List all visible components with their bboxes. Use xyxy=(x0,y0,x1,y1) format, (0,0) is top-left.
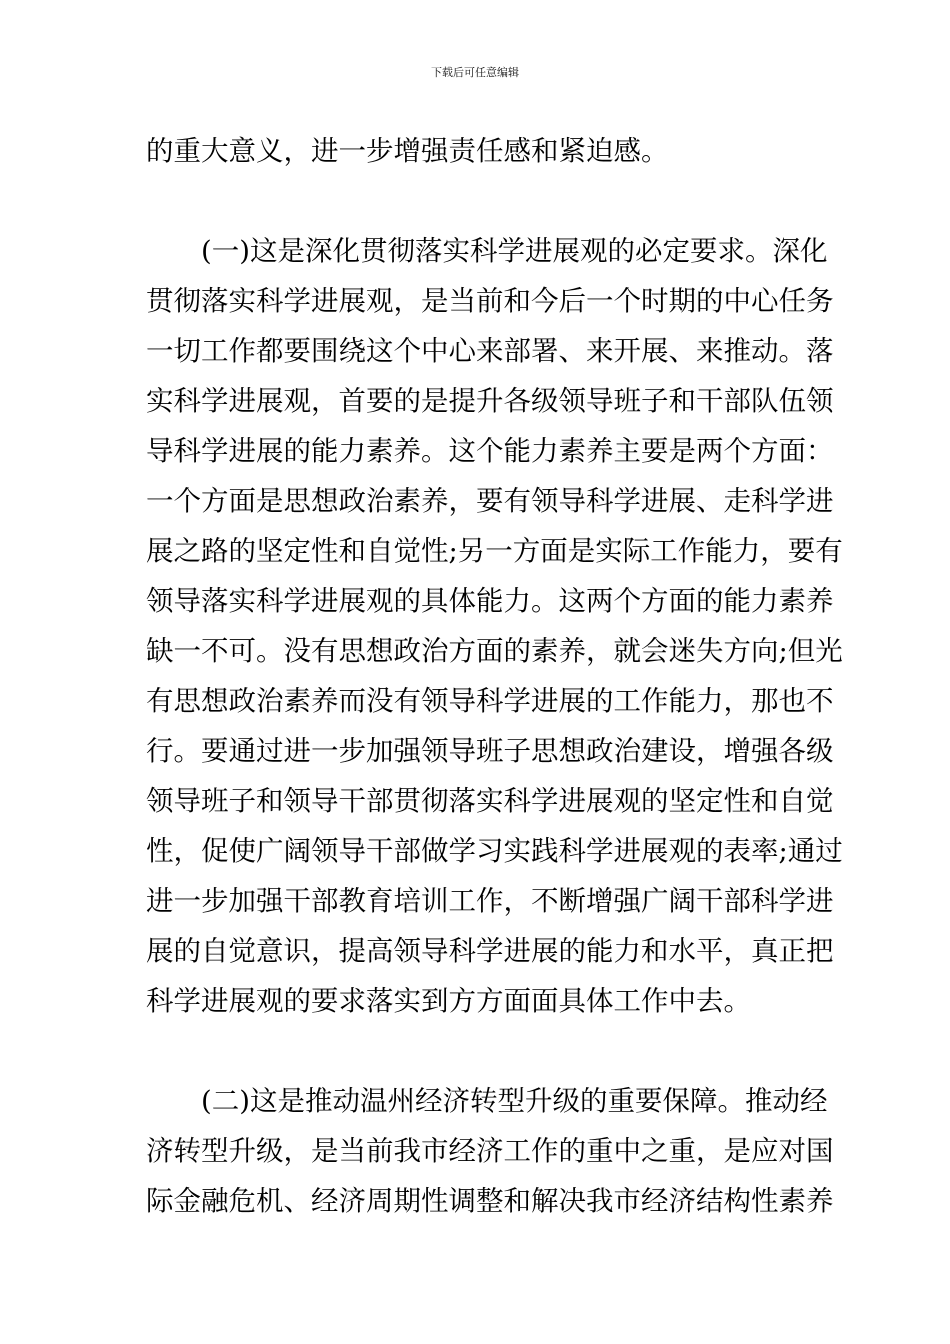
text-line: 一切工作都要围绕这个中心来部署、来开展、来推动。落 xyxy=(146,335,834,367)
text-line: 一个方面是思想政治素养，要有领导科学进展、走科学进 xyxy=(146,485,834,517)
text-line: 性，促使广阔领导干部做学习实践科学进展观的表率;通过 xyxy=(146,835,843,867)
text-line: 际金融危机、经济周期性调整和解决我市经济结构性素养 xyxy=(146,1185,834,1217)
text-line: 实科学进展观，首要的是提升各级领导班子和干部队伍领 xyxy=(146,385,834,417)
text-line: 缺一不可。没有思想政治方面的素养，就会迷失方向;但光 xyxy=(146,635,843,667)
text-line: 领导落实科学进展观的具体能力。这两个方面的能力素养 xyxy=(146,585,834,617)
text-line: 行。要通过进一步加强领导班子思想政治建设，增强各级 xyxy=(146,735,834,767)
text-line: 展的自觉意识，提高领导科学进展的能力和水平，真正把 xyxy=(146,935,834,967)
text-line: 领导班子和领导干部贯彻落实科学进展观的坚定性和自觉 xyxy=(146,785,834,817)
text-line: 进一步加强干部教育培训工作，不断增强广阔干部科学进 xyxy=(146,885,834,917)
paragraph-spacer xyxy=(146,176,810,226)
text-line: 导科学进展的能力素养。这个能力素养主要是两个方面： xyxy=(146,435,834,467)
page-header-note: 下载后可任意编辑 xyxy=(431,66,519,79)
paragraph-spacer xyxy=(146,1026,810,1076)
text-line: 科学进展观的要求落实到方方面面具体工作中去。 xyxy=(146,985,751,1017)
text-line: 贯彻落实科学进展观，是当前和今后一个时期的中心任务 xyxy=(146,285,834,317)
text-line: 有思想政治素养而没有领导科学进展的工作能力，那也不 xyxy=(146,685,834,717)
text-line: (一)这是深化贯彻落实科学进展观的必定要求。深化 xyxy=(146,235,828,267)
document-body xyxy=(146,126,843,1226)
paragraph-intro-tail xyxy=(146,126,810,176)
text-line: 展之路的坚定性和自觉性;另一方面是实际工作能力，要有 xyxy=(146,535,843,567)
paragraph-section-2 xyxy=(146,1076,834,1226)
text-line: (二)这是推动温州经济转型升级的重要保障。推动经 xyxy=(146,1085,828,1117)
text-line: 济转型升级，是当前我市经济工作的重中之重，是应对国 xyxy=(146,1135,834,1167)
paragraph-section-1 xyxy=(146,226,843,1026)
text-line: 的重大意义，进一步增强责任感和紧迫感。 xyxy=(146,135,669,167)
